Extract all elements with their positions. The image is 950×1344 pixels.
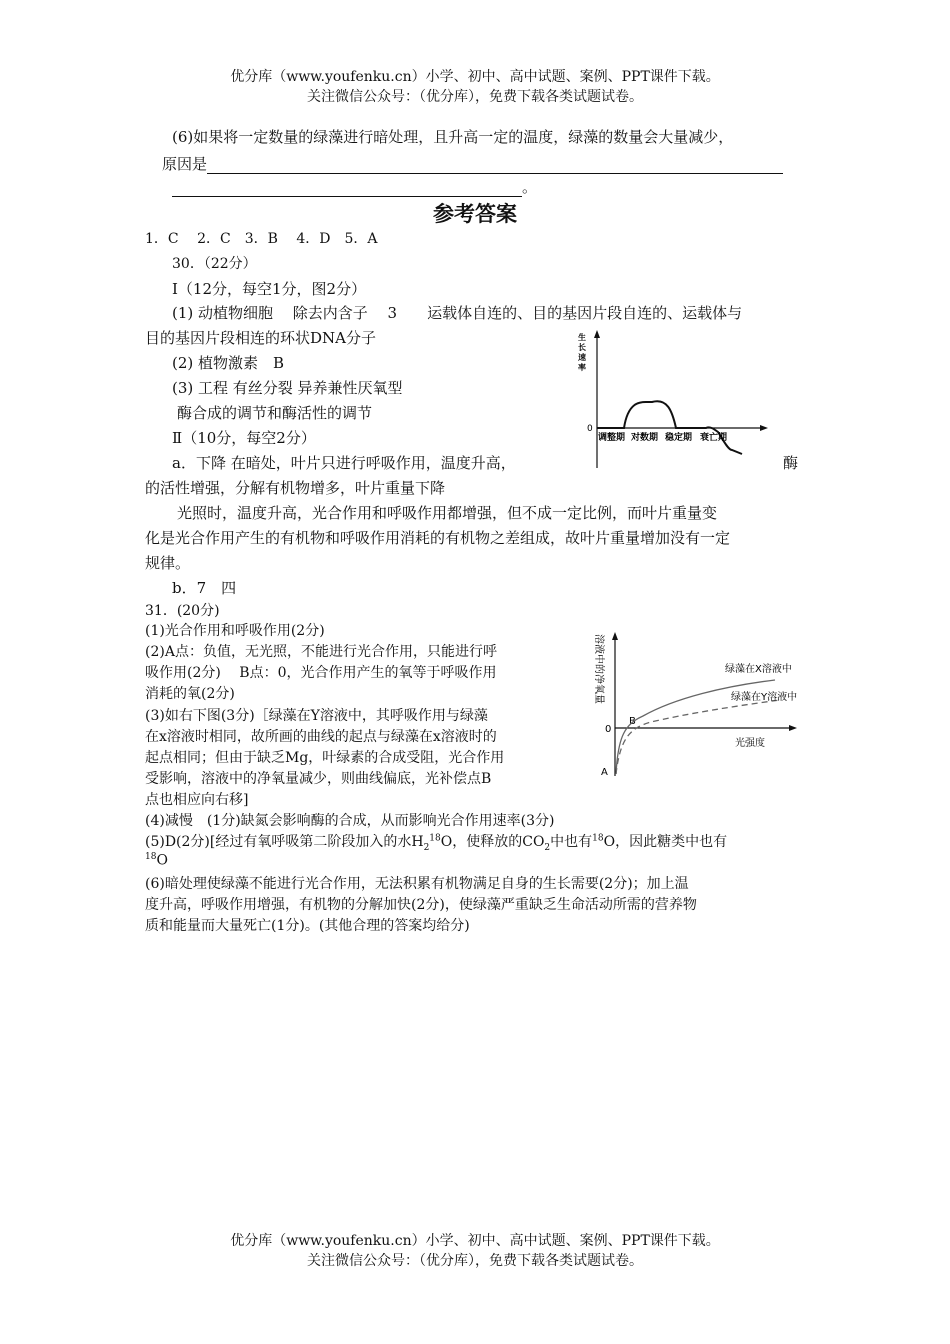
- q31-line-11-mid2: 中也有: [550, 834, 593, 850]
- oxygen-light-chart: [585, 628, 810, 780]
- q31-line-4: 消耗的氧(2分): [145, 686, 235, 702]
- q31-sup-18b: 18: [592, 833, 604, 844]
- q31-line-5: (3)如右下图(3分)［绿藻在Y溶液中，其呼吸作用与绿藻: [145, 708, 488, 724]
- q31-line-7: 起点相同；但由于缺乏Mg，叶绿素的合成受阻，光合作用: [145, 750, 505, 766]
- y-axis-label: [578, 332, 589, 372]
- answer-blank-1: [207, 157, 783, 174]
- phase-label-lag: 调整期: [598, 433, 626, 443]
- q31-line-15: 质和能量而大量死亡(1分)。(其他合理的答案均给分): [145, 918, 470, 934]
- q30-line-1: (1) 动植物细胞 除去内含子 3 运载体自连的、目的基因片段自连的、运载体与: [172, 304, 743, 322]
- q30-head: 30．（22分）: [172, 256, 257, 272]
- point-b-label: B: [629, 716, 636, 727]
- y-label-char-1: 生: [578, 333, 586, 342]
- q30-line-7: 的活性增强，分解有机物增多，叶片重量下降: [145, 479, 446, 497]
- q30-line-8: 光照时，温度升高，光合作用和呼吸作用都增强，但不成一定比例，而叶片重量变: [177, 504, 718, 522]
- page-title: 参考答案: [433, 202, 517, 226]
- q31-line-2: (2)A点：负值，无光照，不能进行光合作用，只能进行呼: [145, 644, 497, 660]
- q31-line-11-mid: O，使释放的CO: [440, 834, 545, 850]
- x-axis-label: 光强度: [735, 738, 765, 749]
- zero-label: 0: [587, 424, 593, 434]
- q30-line-11: b．7 四: [172, 579, 237, 597]
- q30-line-3: (2) 植物激素 B: [172, 354, 285, 372]
- question-6-blank-2: [172, 176, 537, 197]
- q30-line-6b: 酶: [783, 454, 799, 472]
- q30-line-2: 目的基因片段相连的环状DNA分子: [145, 329, 376, 347]
- phase-label-log: 对数期: [631, 433, 659, 443]
- q30-line-9: 化是光合作用产生的有机物和呼吸作用消耗的有机物之差组成，故叶片重量增加没有一定: [145, 529, 731, 547]
- q30-line-4: (3) 工程 有丝分裂 异养兼性厌氧型: [172, 379, 403, 397]
- footer-line-2: 关注微信公众号：（优分库），免费下载各类试题试卷。: [307, 1253, 643, 1269]
- zero-label: 0: [605, 724, 612, 735]
- curve-y-solution: [616, 700, 780, 774]
- q31-line-12: [145, 852, 168, 869]
- mc-answers: 1．C 2．C 3．B 4．D 5．A: [145, 231, 378, 247]
- question-6-reason: [162, 153, 783, 174]
- q31-line-6: 在x溶液时相同，故所画的曲线的起点与绿藻在x溶液时的: [145, 729, 497, 745]
- y-axis-label: 溶液中的净氧量: [593, 634, 604, 704]
- q31-sup-18c: 18: [145, 852, 157, 862]
- answer-blank-2: [172, 180, 522, 197]
- x-axis-arrow: [789, 725, 797, 731]
- q31-line-8: 受影响，溶液中的净氧量减少，则曲线偏底，光补偿点B: [145, 771, 492, 787]
- curve-y-label: 绿藻在Y溶液中: [731, 692, 798, 703]
- q31-line-11-end: O，因此糖类中也有: [603, 834, 728, 850]
- point-a-label: A: [601, 767, 608, 778]
- q31-line-13: (6)暗处理使绿藻不能进行光合作用，无法积累有机物满足自身的生长需要(2分)；加上温: [145, 876, 689, 892]
- y-label-char-2: 长: [578, 343, 586, 352]
- x-axis-arrow: [760, 425, 768, 431]
- end-mark: 。: [522, 178, 538, 196]
- q31-line-10: (4)减慢 (1分)缺氮会影响酶的合成，从而影响光合作用速率(3分): [145, 813, 555, 829]
- growth-curve-chart: [572, 326, 772, 474]
- q31-line-12-end: O: [156, 852, 168, 869]
- header-line-1: 优分库（www.youfenku.cn）小学、初中、高中试题、案例、PPT课件下载。: [230, 69, 720, 85]
- footer-line-1: 优分库（www.youfenku.cn）小学、初中、高中试题、案例、PPT课件下载。: [230, 1233, 720, 1249]
- q31-line-9: 点也相应向右移]: [145, 792, 249, 808]
- q31-line-11: [145, 831, 727, 853]
- phase-label-stationary: 稳定期: [665, 433, 693, 443]
- q31-sub-co2: 2: [544, 842, 551, 853]
- q31-sup-18a: 18: [429, 833, 441, 844]
- header-line-2: 关注微信公众号：（优分库），免费下载各类试题试卷。: [307, 89, 643, 105]
- q30-line-6a: a．下降 在暗处，叶片只进行呼吸作用，温度升高，: [172, 454, 516, 472]
- q31-sub-h2: 2: [423, 842, 430, 853]
- y-label-char-4: 率: [578, 363, 586, 372]
- q31-line-11-pre: (5)D(2分)[经过有氧呼吸第二阶段加入的水H: [145, 834, 424, 850]
- y-axis-arrow: [594, 330, 600, 338]
- reason-label: 原因是: [162, 155, 208, 173]
- y-axis-arrow: [612, 632, 618, 640]
- question-6-text: (6)如果将一定数量的绿藻进行暗处理，且升高一定的温度，绿藻的数量会大量减少，: [172, 128, 734, 146]
- q30-part2-head: Ⅱ（10分，每空2分）: [172, 429, 316, 447]
- q30-line-5: 酶合成的调节和酶活性的调节: [177, 404, 373, 422]
- phase-label-decline: 衰亡期: [700, 433, 728, 443]
- q31-head: 31．(20分): [145, 603, 220, 619]
- q30-line-10: 规律。: [145, 554, 191, 572]
- q31-line-3: 吸作用(2分) B点：0，光合作用产生的氧等于呼吸作用: [145, 665, 497, 681]
- q31-line-1: (1)光合作用和呼吸作用(2分): [145, 623, 325, 639]
- q30-part1-head: Ⅰ（12分，每空1分，图2分）: [172, 280, 367, 298]
- curve-x-label: 绿藻在X溶液中: [725, 664, 792, 675]
- y-label-char-3: 速: [578, 353, 586, 362]
- q31-line-14: 度升高，呼吸作用增强，有机物的分解加快(2分)，使绿藻严重缺乏生命活动所需的营养物: [145, 897, 697, 913]
